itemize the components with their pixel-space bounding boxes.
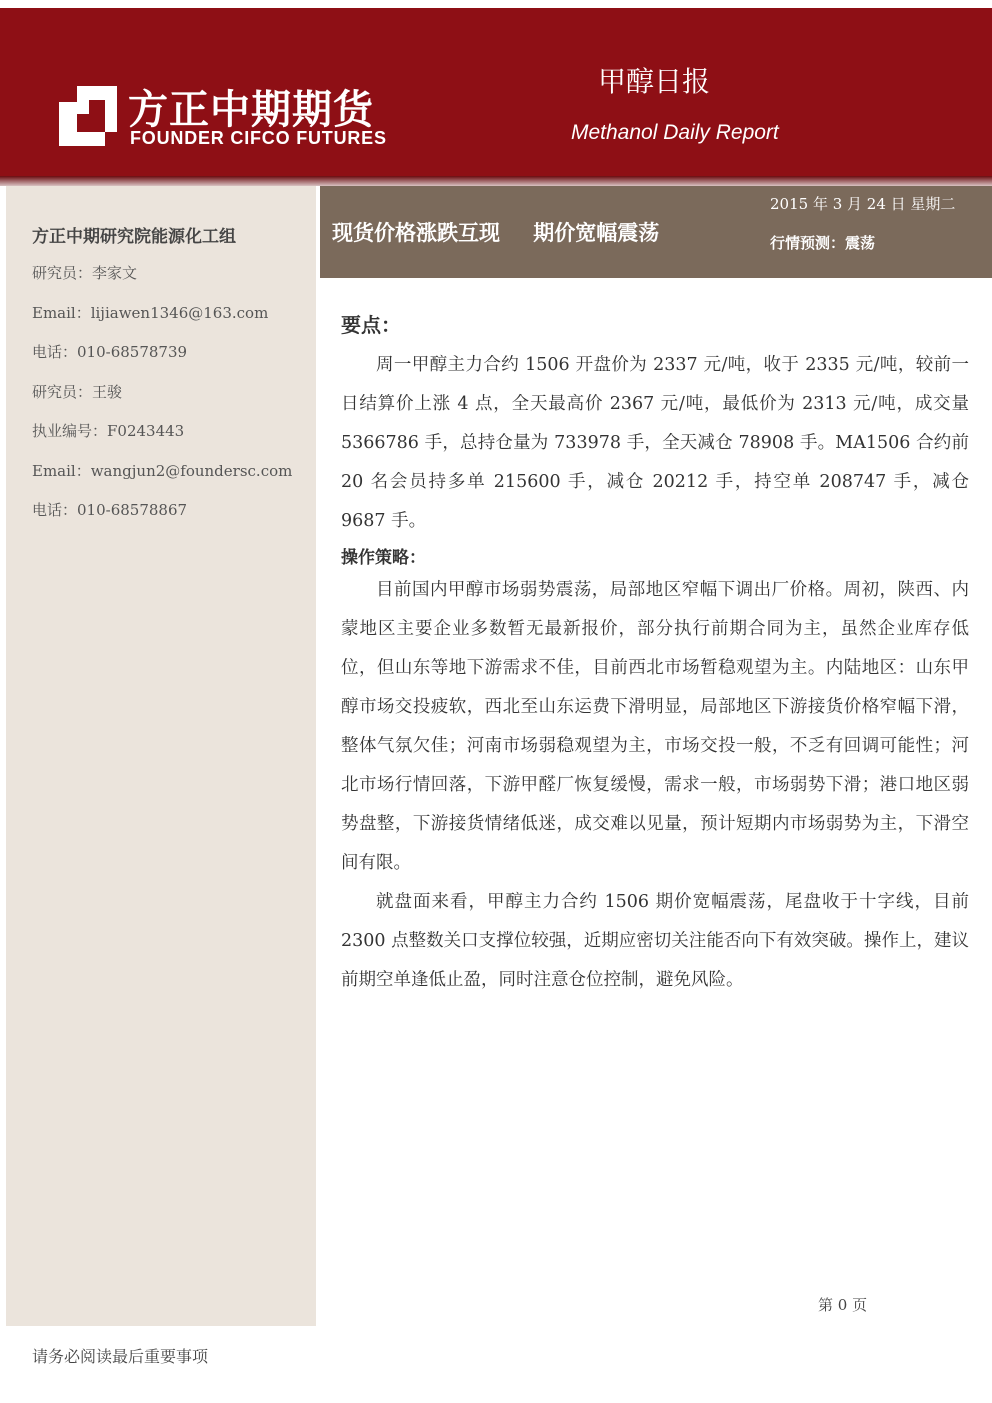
- report-title-cn: 甲醇日报: [598, 65, 711, 98]
- report-headline: 现货价格涨跌互现 期价宽幅震荡: [332, 221, 660, 245]
- founder-logo-icon: [55, 84, 119, 148]
- analyst-name-2: 研究员：王骏: [32, 383, 123, 401]
- analyst-email-1[interactable]: Email：lijiawen1346@163.com: [32, 304, 269, 322]
- company-name-cn: 方正中期期货: [128, 87, 374, 133]
- report-date: 2015 年 3 月 24 日 星期二: [770, 195, 956, 213]
- analyst-email-2[interactable]: Email：wangjun2@foundersc.com: [32, 462, 293, 480]
- analyst-name-1: 研究员：李家文: [32, 264, 138, 282]
- spot-market-paragraph: 目前国内甲醇市场弱势震荡，局部地区窄幅下调出厂价格。周初，陕西、内蒙地区主要企业多数暂无最新报价，部分执行前期合同为主，虽然企业库存低位，但山东等地下游需求不佳，目前西北市场暂稳观望为主。内陆地区：山东甲醇市场交投疲软，西北至山东运费下滑明显，局部地区下游接货价格窄幅下滑，整体气氛欠佳；河南市场弱稳观望为主，市场交投一般，不乏有回调可能性；河北市场行情回落，下游甲醛厂恢复缓慢，需求一般，市场弱势下滑；港口地区弱势盘整，下游接货情绪低迷，成交难以见量，预计短期内市场弱势为主，下滑空间有限。: [341, 580, 969, 873]
- analyst-license-2: 执业编号：F0243443: [32, 422, 185, 440]
- header-shadow: [0, 176, 992, 186]
- disclaimer-note: 请务必阅读最后重要事项: [32, 1347, 209, 1366]
- report-title-en: Methanol Daily Report: [571, 121, 779, 144]
- analyst-phone-1: 电话：010-68578739: [32, 343, 188, 361]
- market-forecast: 行情预测：震荡: [770, 234, 876, 252]
- strategy-heading: 操作策略：: [341, 548, 426, 568]
- analyst-phone-2: 电话：010-68578867: [32, 501, 188, 519]
- technical-outlook-paragraph: 就盘面来看，甲醇主力合约 1506 期价宽幅震荡，尾盘收于十字线，目前 2300 点整数关口支撑位较强，近期应密切关注能否向下有效突破。操作上，建议前期空单逢低止盈，同时注意仓位控制，避免风险。: [341, 892, 969, 990]
- company-name-en: FOUNDER CIFCO FUTURES: [130, 128, 387, 148]
- key-points-heading: 要点：: [341, 313, 401, 337]
- market-summary-paragraph: 周一甲醇主力合约 1506 开盘价为 2337 元/吨，收于 2335 元/吨，较前一日结算价上涨 4 点，全天最高价 2367 元/吨，最低价为 2313 元/吨，成交量 5366786 手，总持仓量为 733978 手，全天减仓 78908 手。MA1506 合约前 20 名会员持多单 215600 手，减仓 20212 手，持空单 208747 手，减仓 9687 手。: [341, 355, 969, 531]
- page-number: 第 0 页: [818, 1296, 868, 1314]
- research-team: 方正中期研究院能源化工组: [32, 227, 236, 247]
